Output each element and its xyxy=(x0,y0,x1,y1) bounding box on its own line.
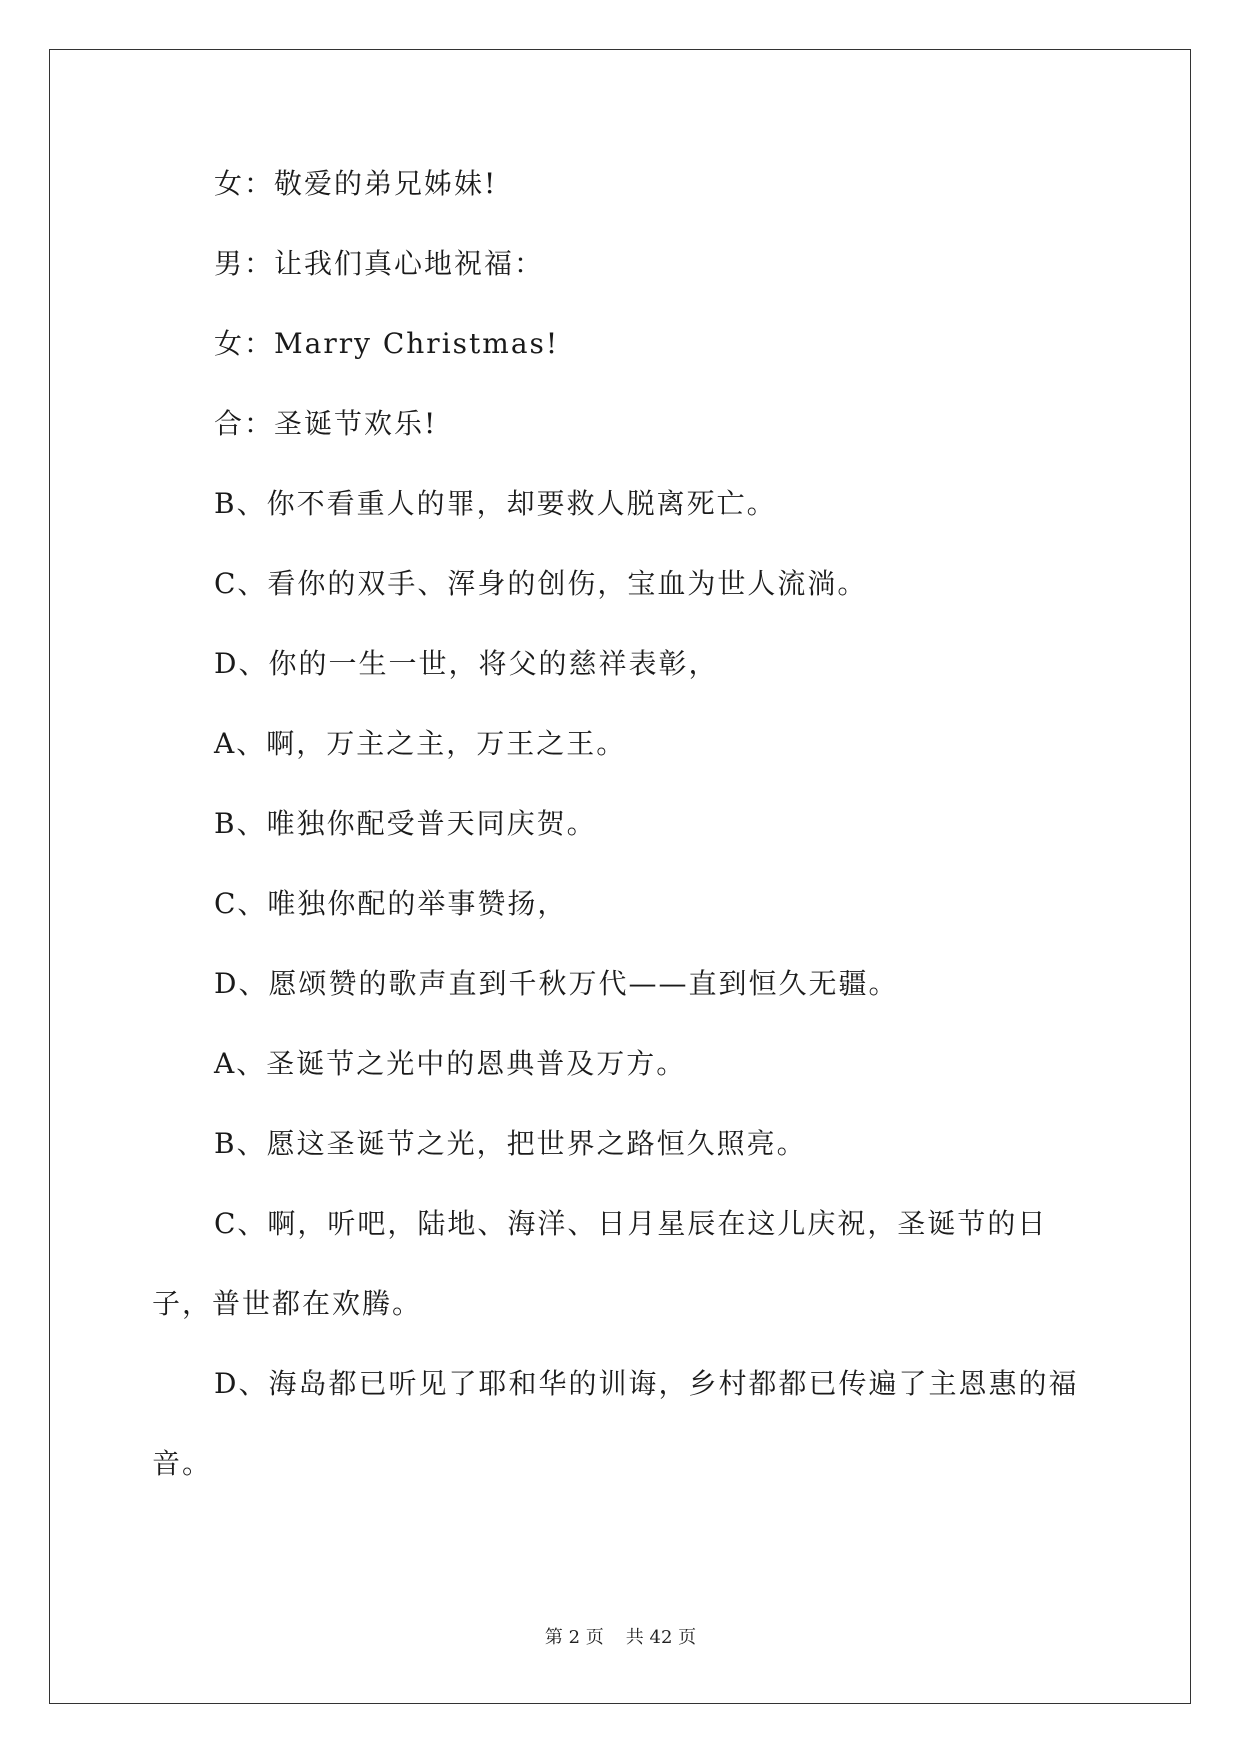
paragraph: C、啊，听吧，陆地、海洋、日月星辰在这儿庆祝，圣诞节的日子，普世都在欢腾。 xyxy=(152,1207,1048,1320)
paragraph: 女：Marry Christmas! xyxy=(214,327,560,360)
paragraph: 女：敬爱的弟兄姊妹! xyxy=(214,167,498,200)
paragraph: 合：圣诞节欢乐! xyxy=(214,407,438,440)
page-total: 共 42 页 xyxy=(625,1627,697,1648)
paragraph: D、愿颂赞的歌声直到千秋万代——直到恒久无疆。 xyxy=(214,967,899,1000)
paragraph: C、唯独你配的举事赞扬， xyxy=(214,887,568,920)
page-number: 第 2 页 xyxy=(544,1627,604,1648)
paragraph: C、看你的双手、浑身的创伤，宝血为世人流淌。 xyxy=(214,567,868,600)
paragraph: 男：让我们真心地祝福： xyxy=(214,247,545,280)
document-body xyxy=(152,164,1092,1524)
paragraph: B、唯独你配受普天同庆贺。 xyxy=(214,807,597,840)
paragraph: A、圣诞节之光中的恩典普及万方。 xyxy=(214,1047,687,1080)
paragraph: A、啊，万主之主，万王之王。 xyxy=(214,727,627,760)
paragraph: B、愿这圣诞节之光，把世界之路恒久照亮。 xyxy=(214,1127,807,1160)
paragraph: B、你不看重人的罪，却要救人脱离死亡。 xyxy=(214,487,777,520)
paragraph: D、你的一生一世，将父的慈祥表彰， xyxy=(214,647,719,680)
paragraph: D、海岛都已听见了耶和华的训诲，乡村都都已传遍了主恩惠的福音。 xyxy=(152,1367,1079,1480)
page-footer xyxy=(0,1623,1241,1649)
